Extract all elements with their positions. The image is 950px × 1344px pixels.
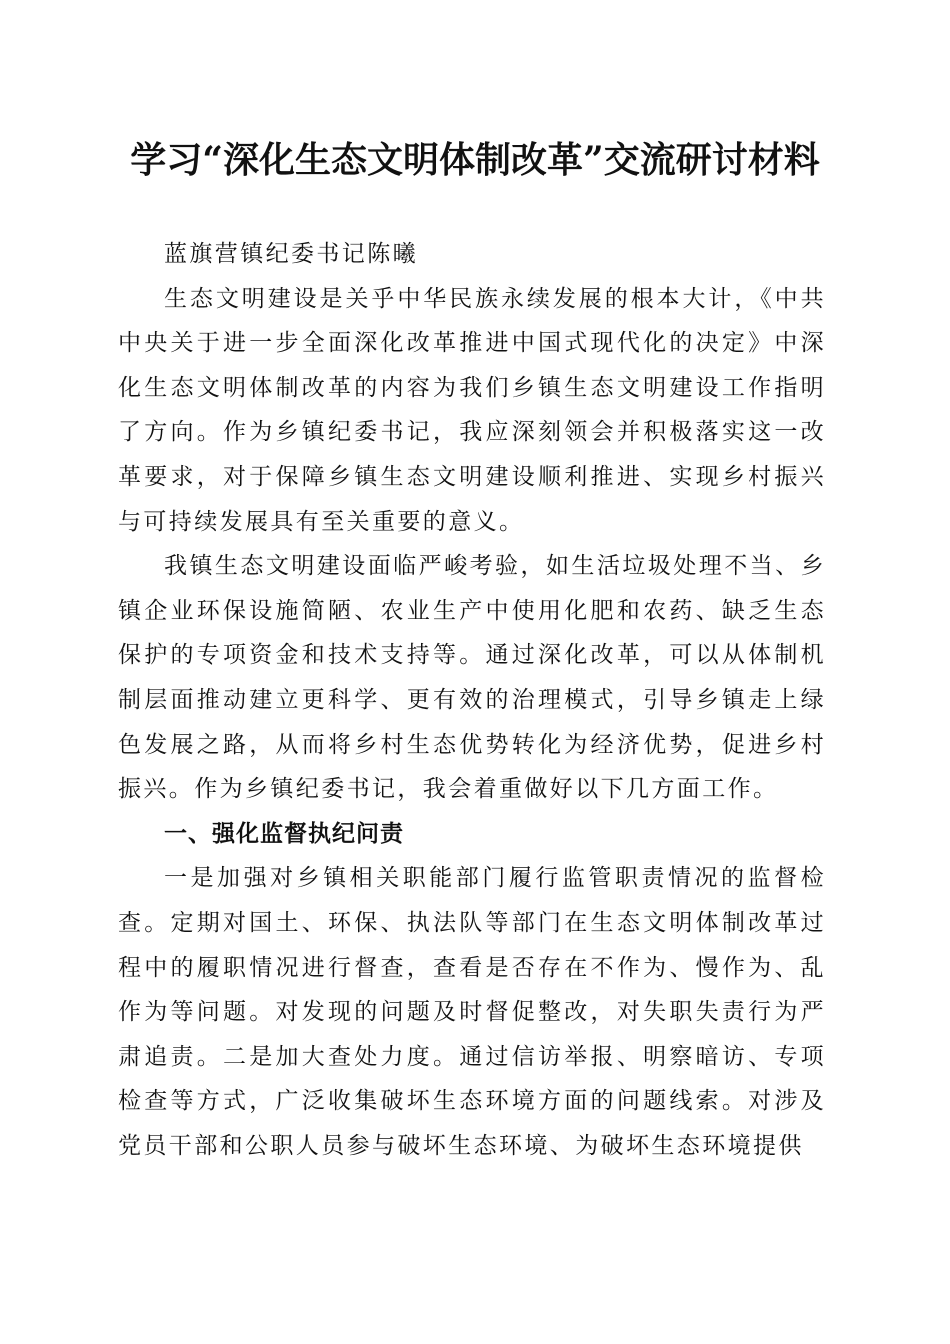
document-title: 学习“深化生态文明体制改革”交流研讨材料 <box>130 139 820 181</box>
section-heading: 一、强化监督执纪问责 <box>164 820 404 847</box>
paragraph-intro: 生态文明建设是关乎中华民族永续发展的根本大计，《中共中央关于进一步全面深化改革推进中国式现代化的决定》中深化生态文明体制改革的内容为我们乡镇生态文明建设工作指明了方向。作为乡镇纪委书记，我应深刻领会并积极落实这一改革要求，对于保障乡镇生态文明建设顺利推进、实现乡村振兴与可持续发展具有至关重要的意义。 <box>118 285 826 535</box>
author-line: 蓝旗营镇纪委书记陈曦 <box>164 241 418 267</box>
document-body <box>118 232 826 1168</box>
paragraph-section-one: 一是加强对乡镇相关职能部门履行监管职责情况的监督检查。定期对国土、环保、执法队等部门在生态文明体制改革过程中的履职情况进行督查，查看是否存在不作为、慢作为、乱作为等问题。对发现的问题及时督促整改，对失职失责行为严肃追责。二是加大查处力度。通过信访举报、明察暗访、专项检查等方式，广泛收集破坏生态环境方面的问题线索。对涉及党员干部和公职人员参与破坏生态环境、为破坏生态环境提供 <box>118 865 826 1159</box>
paragraph-challenges: 我镇生态文明建设面临严峻考验，如生活垃圾处理不当、乡镇企业环保设施简陋、农业生产中使用化肥和农药、缺乏生态保护的专项资金和技术支持等。通过深化改革，可以从体制机制层面推动建立更科学、更有效的治理模式，引导乡镇走上绿色发展之路，从而将乡村生态优势转化为经济优势，促进乡村振兴。作为乡镇纪委书记，我会着重做好以下几方面工作。 <box>118 553 826 803</box>
